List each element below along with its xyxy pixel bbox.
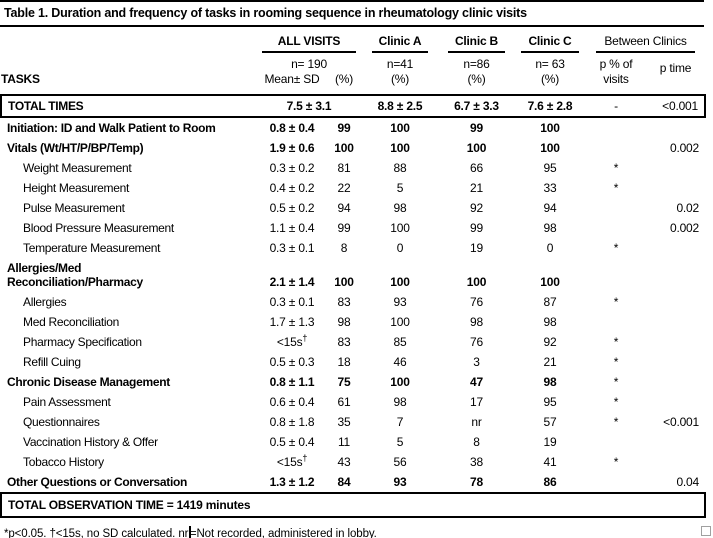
col-header-all-visits [257,27,361,53]
p-time-cell [646,392,705,412]
clinic-c-cell: 57 [543,415,557,429]
clinic-a-cell: 88 [393,161,407,175]
pct-cell: 98 [337,315,351,329]
clinic-a-cell: 100 [390,315,410,329]
mean-sd-cell: 1.1 ± 0.4 [269,221,315,235]
pct-label: (%) [467,72,486,86]
table-row [1,452,705,472]
table-row [1,352,705,372]
p-pct-cell: * [613,375,619,389]
clinic-b-cell: 3 [473,355,480,369]
pct-cell: 35 [337,415,351,429]
clinic-c-cell: 21 [543,355,557,369]
mean-sd-cell: <15s† [276,453,308,469]
n-all-label: n= 190 [291,57,327,71]
clinic-b-cell: 98 [470,315,483,329]
col-header-clinic-a [361,27,439,53]
p-pct-cell: * [613,355,619,369]
n-c-label: n= 63 [535,57,565,71]
pct-cell: 81 [337,161,351,175]
clinic-c-cell: 92 [543,335,557,349]
col-header-between-clinics [586,27,705,53]
task-label: Allergies [23,295,67,309]
pct-cell: 100 [334,275,354,289]
p-pct-cell: * [613,241,619,255]
clinic-b-cell: 100 [466,275,487,289]
mean-sd-cell: 0.5 ± 0.4 [269,435,315,449]
clinic-c-label: Clinic C [521,34,578,53]
p-time-cell [646,158,705,178]
clinic-b-cell: 78 [470,475,483,489]
mean-sd-cell: 7.5 ± 3.1 [257,95,361,117]
clinic-b-cell: 6.7 ± 3.3 [439,95,514,117]
footnote-text-before: *p<0.05. †<15s, no SD calculated. nr [4,528,189,538]
p-pct-visits-header [586,53,646,95]
p-time-cell [646,178,705,198]
pct-label: (%) [334,72,354,86]
mean-sd-cell: 0.8 ± 0.4 [269,121,315,135]
between-clinics-label: Between Clinics [596,34,694,53]
p-pct-cell: * [613,161,619,175]
task-label: Tobacco History [23,455,104,469]
mean-sd-pct-row [257,72,361,87]
table-row [1,392,705,412]
pct-cell: 11 [337,435,351,449]
p-time-cell: <0.001 [663,415,699,429]
task-label: Vaccination History & Offer [23,435,158,449]
task-label: Pain Assessment [23,395,111,409]
pct-cell: 18 [337,355,351,369]
task-label: Refill Cuing [23,355,81,369]
mean-sd-cell: 1.7 ± 1.3 [269,315,315,329]
all-visits-subheader [257,53,361,95]
clinic-a-cell: 93 [393,295,407,309]
clinic-a-cell: 56 [393,455,407,469]
clinic-c-cell: 100 [540,141,560,155]
clinic-a-cell: 5 [396,181,404,195]
mean-sd-cell: 0.8 ± 1.1 [269,375,315,389]
pct-cell: 61 [337,395,351,409]
clinic-a-cell: 100 [390,275,410,289]
table-row [1,198,705,218]
clinic-b-cell: 8 [473,435,480,449]
clinic-a-cell: 100 [390,121,410,135]
clinic-c-cell: 98 [543,375,557,389]
clinic-c-cell: 98 [543,315,557,329]
p-time-cell [646,117,705,138]
col-header-clinic-b [439,27,514,53]
p-time-cell [646,258,705,292]
clinic-c-cell: 33 [543,181,557,195]
clinic-c-cell: 87 [543,295,557,309]
clinic-c-cell: 100 [540,275,560,289]
table-row [1,138,705,158]
table-body [1,95,705,517]
pct-cell: 99 [337,221,351,235]
table-row [1,312,705,332]
p-time-cell: 0.002 [669,141,699,155]
empty-corner-cell [1,27,257,53]
pct-cell: 99 [337,121,351,135]
pct-cell: 8 [340,241,348,255]
p-time-cell [646,452,705,472]
mean-sd-cell: 0.5 ± 0.3 [269,355,315,369]
clinic-b-subheader [439,53,514,95]
all-visits-label: ALL VISITS [262,34,356,53]
data-table [0,27,706,518]
clinic-c-cell: 98 [543,221,557,235]
p-pct-cell: * [613,455,619,469]
mean-sd-cell: 0.8 ± 1.8 [269,415,315,429]
p-time-cell: <0.001 [646,95,705,117]
p-time-cell [646,372,705,392]
clinic-a-cell: 100 [390,375,410,389]
clinic-b-label: Clinic B [448,34,505,53]
p-time-cell: 0.002 [669,221,699,235]
pct-cell: 43 [337,455,351,469]
clinic-c-cell: 95 [543,395,557,409]
task-label: Allergies/Med Reconciliation/Pharmacy [7,261,143,289]
p-time-cell: 0.04 [676,475,699,489]
p-pct-cell: * [613,335,619,349]
clinic-b-cell: 99 [470,121,483,135]
p-pct-cell: * [613,415,619,429]
mean-sd-cell: 0.3 ± 0.1 [269,295,315,309]
mean-sd-cell: 0.3 ± 0.2 [269,161,315,175]
task-label: Initiation: ID and Walk Patient to Room [7,121,216,135]
table-row [1,158,705,178]
mean-sd-cell: 0.5 ± 0.2 [269,201,315,215]
task-label: Pulse Measurement [23,201,125,215]
p-pct-cell: * [613,181,619,195]
table-row [1,372,705,392]
clinic-b-cell: 38 [470,455,483,469]
p-pct-cell [586,198,646,218]
task-label: Pharmacy Specification [23,335,142,349]
task-label: Med Reconciliation [23,315,119,329]
pct-label: (%) [390,72,410,86]
task-label: Other Questions or Conversation [7,475,188,489]
table-row [1,332,705,352]
mean-sd-cell: 2.1 ± 1.4 [269,275,315,289]
clinic-a-cell: 98 [393,201,407,215]
n-b-label: n=86 [463,57,490,71]
footnote-text-after: =Not recorded, administered in lobby. [189,528,377,538]
column-group-header-row [1,27,705,53]
table-row [1,218,705,238]
task-label: Temperature Measurement [23,241,161,255]
clinic-b-cell: 47 [470,375,483,389]
sub-header-row [1,53,705,95]
tasks-column-header: TASKS [1,72,40,86]
p-pct-cell [586,138,646,158]
clinic-b-cell: 19 [470,241,483,255]
task-label: Weight Measurement [23,161,132,175]
pct-cell: 94 [337,201,351,215]
mean-sd-cell: 1.9 ± 0.6 [269,141,315,155]
table-row [1,238,705,258]
task-label: Blood Pressure Measurement [23,221,174,235]
task-label: Chronic Disease Management [7,375,170,389]
p-time-cell [646,432,705,452]
clinic-b-cell: 21 [470,181,483,195]
pct-cell: 100 [334,141,354,155]
clinic-c-cell: 0 [546,241,554,255]
clinic-b-cell: 76 [470,295,483,309]
clinic-a-cell: 100 [390,221,410,235]
p-pct-cell [586,432,646,452]
task-label: TOTAL TIMES [1,95,257,117]
clinic-c-subheader [514,53,586,95]
table-row [1,95,705,117]
pct-label: (%) [540,72,560,86]
mean-sd-cell: 0.4 ± 0.2 [269,181,315,195]
p-pct-line2: visits [603,72,629,86]
p-pct-cell [586,258,646,292]
pct-cell: 75 [337,375,351,389]
p-pct-cell [586,218,646,238]
p-pct-cell: * [613,295,619,309]
n-a-label: n=41 [386,57,414,71]
p-time-cell [646,238,705,258]
clinic-c-cell: 86 [543,475,557,489]
p-pct-cell [586,117,646,138]
p-time-cell [646,292,705,312]
clinic-c-cell: 41 [543,455,557,469]
mean-sd-label: Mean± SD [264,72,320,86]
clinic-a-cell: 100 [390,141,410,155]
clinic-a-cell: 0 [396,241,404,255]
p-time-header: p time [659,61,692,75]
p-pct-cell: - [586,95,646,117]
p-time-cell [646,352,705,372]
clinic-b-cell: 66 [470,161,483,175]
mean-sd-cell: 1.3 ± 1.2 [269,475,315,489]
task-label: Vitals (Wt/HT/P/BP/Temp) [7,141,144,155]
clinic-a-cell: 8.8 ± 2.5 [361,95,439,117]
clinic-a-cell: 98 [393,395,407,409]
col-header-clinic-c [514,27,586,53]
clinic-b-cell: nr [471,415,482,429]
mean-sd-cell: 0.3 ± 0.1 [269,241,315,255]
pct-cell: 83 [337,335,351,349]
clinic-a-cell: 7 [396,415,404,429]
table-row [1,432,705,452]
clinic-c-cell: 19 [543,435,557,449]
table-row [1,493,705,517]
p-time-cell: 0.02 [676,201,699,215]
p-time-cell [646,332,705,352]
p-pct-line1: p % of [599,57,633,71]
task-label: Questionnaires [23,415,100,429]
resize-handle[interactable] [701,526,711,536]
clinic-c-cell: 100 [540,121,560,135]
task-label: Height Measurement [23,181,129,195]
clinic-b-cell: 17 [470,395,483,409]
table-row [1,292,705,312]
clinic-b-cell: 76 [470,335,483,349]
p-pct-cell [586,312,646,332]
clinic-c-cell: 94 [543,201,557,215]
clinic-b-cell: 92 [470,201,483,215]
clinic-b-cell: 100 [466,141,487,155]
clinic-a-subheader [361,53,439,95]
clinic-a-cell: 85 [393,335,407,349]
total-observation-cell: TOTAL OBSERVATION TIME = 1419 minutes [1,493,705,517]
p-time-cell [646,312,705,332]
table-row [1,178,705,198]
table-row [1,412,705,432]
pct-cell: 22 [337,181,351,195]
p-pct-cell: * [613,395,619,409]
pct-cell: 83 [337,295,351,309]
clinic-b-cell: 99 [470,221,483,235]
table-row [1,117,705,138]
clinic-a-cell: 93 [393,475,407,489]
mean-sd-cell: <15s† [276,333,308,349]
mean-sd-cell: 0.6 ± 0.4 [269,395,315,409]
clinic-a-cell: 5 [396,435,404,449]
table-title: Table 1. Duration and frequency of tasks in rooming sequence in rheumatology clinic visits [0,0,704,27]
footnote [0,518,704,538]
table-row [1,258,705,292]
table-header [1,27,705,95]
clinic-c-cell: 7.6 ± 2.8 [514,95,586,117]
clinic-c-cell: 95 [543,161,557,175]
p-pct-cell [586,472,646,493]
pct-cell: 84 [337,475,351,489]
table-row [1,472,705,493]
clinic-a-label: Clinic A [372,34,429,53]
clinic-a-cell: 46 [393,355,407,369]
